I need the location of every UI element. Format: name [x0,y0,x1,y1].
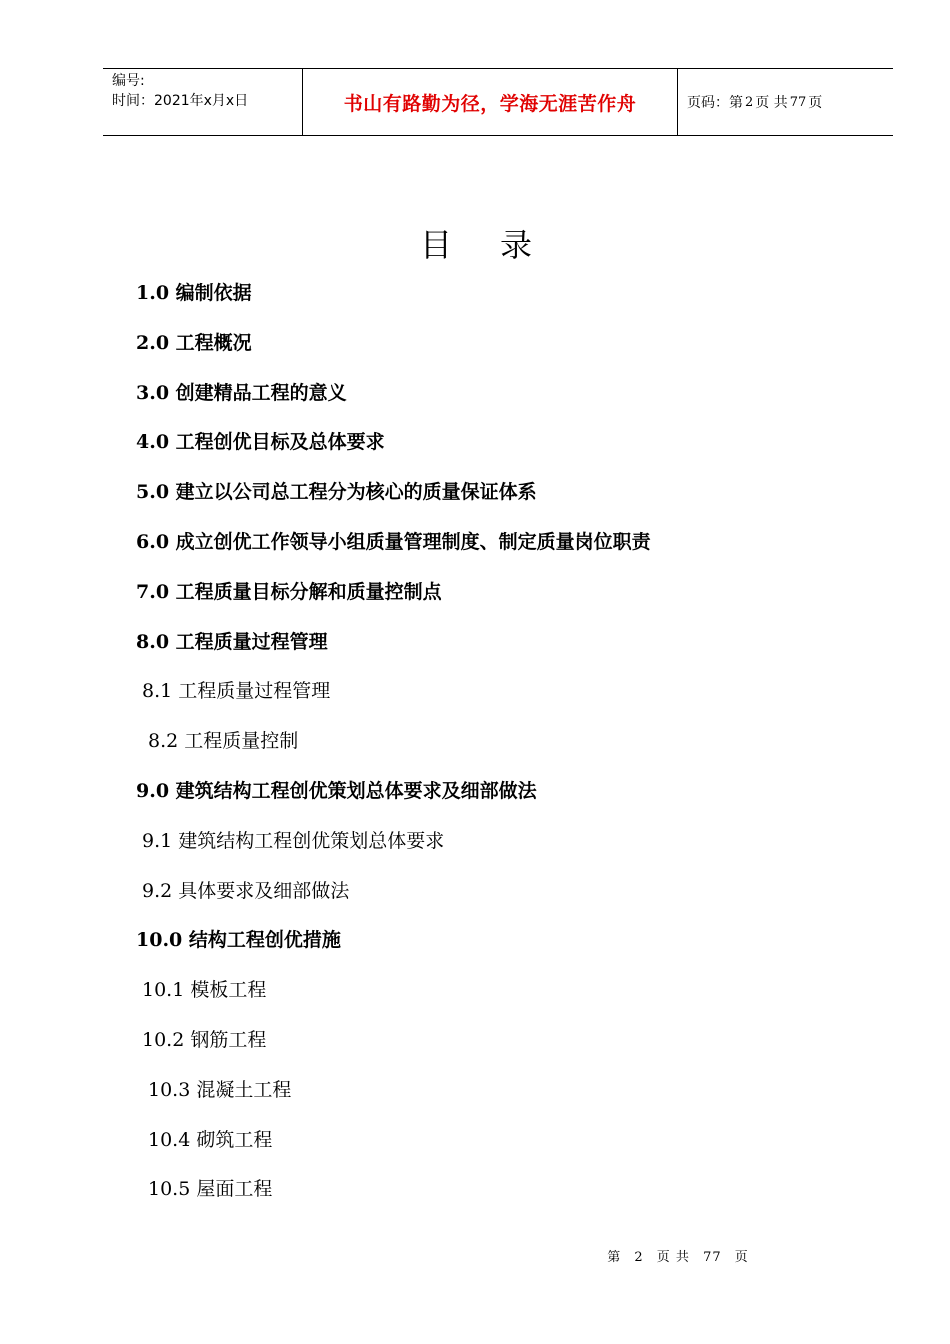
toc-item[interactable]: 7.0 工程质量目标分解和质量控制点 [136,580,442,603]
toc-item[interactable]: 8.1 工程质量过程管理 [142,680,331,703]
footer-prefix: 第 [607,1250,622,1265]
toc-item[interactable]: 3.0 创建精品工程的意义 [136,381,347,404]
toc-item[interactable]: 6.0 成立创优工作领导小组质量管理制度、制定质量岗位职责 [136,531,651,553]
toc-item[interactable]: 10.4 砌筑工程 [148,1128,273,1151]
page-footer [0,1246,950,1265]
page-total: 77 [789,94,807,110]
page-number: 2 [745,94,754,110]
toc-item[interactable]: 10.2 钢筋工程 [142,1029,267,1051]
footer-page-number: 2 [634,1250,644,1265]
toc-item[interactable]: 10.5 屋面工程 [148,1178,273,1201]
toc-item[interactable]: 10.3 混凝土工程 [148,1078,292,1101]
toc-item[interactable]: 1.0 编制依据 [136,282,252,304]
footer-page-total: 77 [703,1250,722,1265]
toc-item[interactable]: 9.2 具体要求及细部做法 [142,879,350,902]
toc-item[interactable]: 8.0 工程质量过程管理 [136,630,328,653]
page-mid: 页 共 [755,95,788,111]
toc-item[interactable]: 4.0 工程创优目标及总体要求 [136,431,385,454]
page-prefix: 页码：第 [687,95,743,111]
page-header [103,68,893,136]
number-label: 编号: [112,73,145,89]
toc-item[interactable]: 2.0 工程概况 [136,331,252,354]
time-label: 时间：2021年x月x日 [112,93,249,109]
toc-item[interactable]: 8.2 工程质量控制 [148,730,299,753]
footer-suffix: 页 [734,1250,749,1265]
page-title: 目录 [419,226,580,264]
toc-item[interactable]: 5.0 建立以公司总工程分为核心的质量保证体系 [136,481,537,504]
header-meta [103,69,303,135]
toc-item[interactable]: 9.1 建筑结构工程创优策划总体要求 [142,829,445,852]
header-motto: 书山有路勤为径，学海无涯苦作舟 [303,69,678,135]
toc-item[interactable]: 10.0 结构工程创优措施 [136,929,341,952]
header-page-info [678,69,893,135]
footer-mid: 页 共 [656,1250,690,1265]
toc-item[interactable]: 10.1 模板工程 [142,979,267,1002]
toc-item[interactable]: 9.0 建筑结构工程创优策划总体要求及细部做法 [136,780,537,802]
page-suffix: 页 [808,95,823,111]
